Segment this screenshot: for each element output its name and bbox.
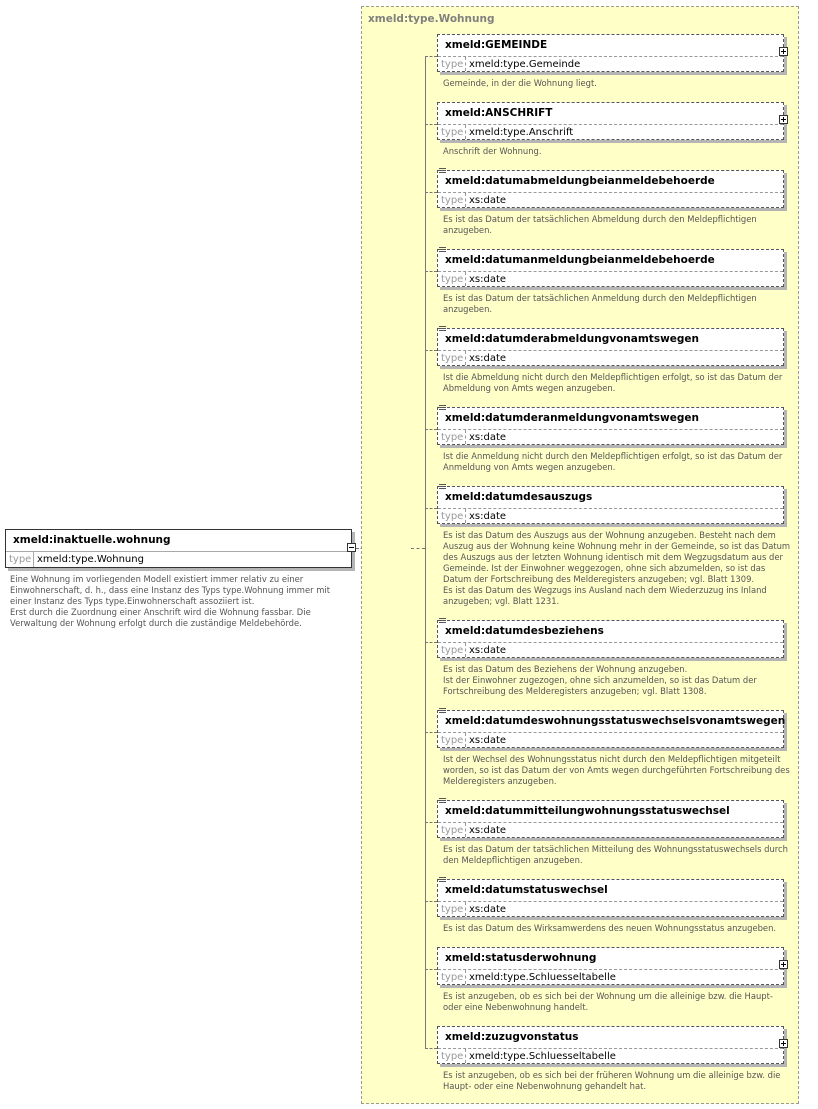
element-gemeinde-type-label: type: [441, 59, 464, 70]
element-8-type-label: type: [441, 645, 464, 656]
element-13-name: xmeld:zuzugvonstatus: [445, 1031, 579, 1043]
element-5-doc: Ist die Abmeldung nicht durch den Meldepflichtigen erfolgt, so ist das Datum der Abmeldung von Amts wegen anzugeben.: [443, 372, 783, 393]
element-gemeinde-doc: Gemeinde, in der die Wohnung liegt.: [443, 78, 597, 88]
element-4-name: xmeld:datumanmeldungbeianmeldebehoerde: [445, 254, 715, 266]
expand-icon[interactable]: [779, 115, 788, 124]
element-datumderanmeldungvonamtswegen[interactable]: [437, 407, 784, 445]
element-11-name: xmeld:datumstatuswechsel: [445, 884, 608, 896]
expand-icon[interactable]: [779, 960, 788, 969]
simple-content-icon: [439, 326, 446, 332]
element-12-doc: Es ist anzugeben, ob es sich bei der Wohnung um die alleinige bzw. die Haupt- oder eine Nebenwohnung handelt.: [443, 991, 773, 1012]
connector-datumstatuswechsel: [425, 901, 437, 902]
element-4-doc: Es ist das Datum der tatsächlichen Anmeldung durch den Meldepflichtigen anzugeben.: [443, 293, 757, 314]
connector-statusderwohnung: [425, 969, 437, 970]
element-datumdesauszugs[interactable]: [437, 486, 784, 524]
element-datumstatuswechsel[interactable]: [437, 879, 784, 917]
simple-content-icon: [439, 247, 446, 253]
element-3-type-label: type: [441, 195, 464, 206]
element-anschrift-doc: Anschrift der Wohnung.: [443, 146, 542, 156]
simple-content-icon: [439, 618, 446, 624]
connector-zuzugvonstatus: [425, 1048, 437, 1049]
element-12-type-label: type: [441, 972, 464, 983]
root-element-name: xmeld:inaktuelle.wohnung: [13, 534, 171, 546]
element-5-type-label: type: [441, 353, 464, 364]
element-4-type-label: type: [441, 274, 464, 285]
element-6-type: xs:date: [465, 430, 506, 444]
element-6-type-label: type: [441, 432, 464, 443]
simple-content-icon: [439, 484, 446, 490]
connector-datumderabmeldung: [425, 350, 437, 351]
root-element-box[interactable]: [5, 529, 352, 568]
element-11-type: xs:date: [465, 902, 506, 916]
element-5-type: xs:date: [465, 351, 506, 365]
element-9-name: xmeld:datumdeswohnungsstatuswechselsvonamtswegen: [445, 715, 786, 727]
element-gemeinde-name: xmeld:GEMEINDE: [445, 39, 548, 51]
complex-type-title: xmeld:type.Wohnung: [368, 13, 495, 25]
element-11-doc: Es ist das Datum des Wirksamwerdens des neuen Wohnungsstatus anzugeben.: [443, 923, 777, 933]
expand-icon[interactable]: [779, 1039, 788, 1048]
connector-datumderanmeldung: [425, 429, 437, 430]
connector-datumdesauszugs: [425, 508, 437, 509]
root-type-label: type: [9, 554, 32, 565]
element-anschrift-name: xmeld:ANSCHRIFT: [445, 107, 553, 119]
element-7-type: xs:date: [465, 509, 506, 523]
element-12-type: xmeld:type.Schluesseltabelle: [465, 970, 616, 984]
element-8-name: xmeld:datumdesbeziehens: [445, 625, 604, 637]
element-4-type: xs:date: [465, 272, 506, 286]
element-anschrift-type: xmeld:type.Anschrift: [465, 125, 573, 139]
simple-content-icon: [439, 877, 446, 883]
element-8-doc: Es ist das Datum des Beziehens der Wohnung anzugeben. Ist der Einwohner zugezogen, ohne sich anzumelden, so ist das Datum der Fortschreibung des Melderegisters anzugeben; vgl. Blatt 1308.: [443, 664, 757, 696]
element-9-type: xs:date: [465, 733, 506, 747]
element-datumabmeldungbeianmeldebehoerde[interactable]: [437, 170, 784, 208]
element-7-doc: Es ist das Datum des Auszugs aus der Wohnung anzugeben. Besteht nach dem Auszug aus der Wohnung keine Wohnung mehr in der Gemeinde, so ist das Datum des Auszugs aus der letzten Wohnung identisch mit dem Wegzugsdatum aus der Gemeinde. Ist der Einwohner weggezogen, ohne sich abzumelden, so ist das Datum der Fortschreibung des Melderegisters anzugeben; vgl. Blatt 1309. Es ist das Datum des Wegzugs ins Ausland nach dem Wiederzuzug ins Inland anzugeben; vgl. Blatt 1231.: [443, 530, 791, 606]
element-gemeinde[interactable]: [437, 34, 784, 72]
element-statusderwohnung[interactable]: [437, 947, 784, 985]
element-5-name: xmeld:datumderabmeldungvonamtswegen: [445, 333, 700, 345]
element-7-type-label: type: [441, 511, 464, 522]
sequence-connector: [411, 548, 425, 549]
connector-datumdesbeziehens: [425, 642, 437, 643]
element-9-type-label: type: [441, 735, 464, 746]
root-collapse-icon[interactable]: [347, 543, 356, 552]
simple-content-icon: [439, 405, 446, 411]
element-10-type-label: type: [441, 825, 464, 836]
element-13-type: xmeld:type.Schluesseltabelle: [465, 1049, 616, 1063]
simple-content-icon: [439, 798, 446, 804]
expand-icon[interactable]: [779, 47, 788, 56]
element-10-doc: Es ist das Datum der tatsächlichen Mitteilung des Wohnungsstatuswechsels durch den Meldepflichtigen anzugeben.: [443, 844, 788, 865]
element-datumanmeldungbeianmeldebehoerde[interactable]: [437, 249, 784, 287]
connector-gemeinde: [425, 56, 437, 57]
element-3-name: xmeld:datumabmeldungbeianmeldebehoerde: [445, 175, 715, 187]
connector-datumabmeldung: [425, 192, 437, 193]
element-7-name: xmeld:datumdesauszugs: [445, 491, 593, 503]
element-11-type-label: type: [441, 904, 464, 915]
element-8-type: xs:date: [465, 643, 506, 657]
connector-datummitteilung: [425, 822, 437, 823]
root-type-value: xmeld:type.Wohnung: [33, 552, 144, 567]
element-6-doc: Ist die Anmeldung nicht durch den Meldepflichtigen erfolgt, so ist das Datum der Anmeldung von Amts wegen anzugeben.: [443, 451, 783, 472]
element-anschrift[interactable]: [437, 102, 784, 140]
simple-content-icon: [439, 708, 446, 714]
element-6-name: xmeld:datumderanmeldungvonamtswegen: [445, 412, 699, 424]
element-10-type: xs:date: [465, 823, 506, 837]
element-datumdeswohnungsstatuswechselsvonamtswegen[interactable]: [437, 710, 784, 748]
element-datumdesbeziehens[interactable]: [437, 620, 784, 658]
element-datummitteilungwohnungsstatuswechsel[interactable]: [437, 800, 784, 838]
element-datumderabmeldungvonamtswegen[interactable]: [437, 328, 784, 366]
root-documentation: Eine Wohnung im vorliegenden Modell existiert immer relativ zu einer Einwohnerschaft, d. h., dass eine Instanz des Typs type.Wohnung immer mit einer Instanz des Typs type.Einwohnerschaft assoziiert ist. Erst durch die Zuordnung einer Anschrift wird die Wohnung fassbar. Die Verwaltung der Wohnung erfolgt durch die zuständige Meldebehörde.: [10, 574, 330, 628]
element-zuzugvonstatus[interactable]: [437, 1026, 784, 1064]
element-9-doc: Ist der Wechsel des Wohnungsstatus nicht durch den Meldepflichtigen mitgeteilt worden, so ist das Datum der von Amts wegen durchgeführten Fortschreibung des Melderegisters anzugeben.: [443, 754, 790, 786]
element-13-doc: Es ist anzugeben, ob es sich bei der früheren Wohnung um die alleinige bzw. die Haupt- oder eine Nebenwohnung gehandelt hat.: [443, 1070, 781, 1091]
connector-datumdeswohnungsstatus: [425, 732, 437, 733]
element-gemeinde-type: xmeld:type.Gemeinde: [465, 57, 580, 71]
connector-datumanmeldung: [425, 271, 437, 272]
simple-content-icon: [439, 168, 446, 174]
element-12-name: xmeld:statusderwohnung: [445, 952, 597, 964]
element-13-type-label: type: [441, 1051, 464, 1062]
element-10-name: xmeld:datummitteilungwohnungsstatuswechsel: [445, 805, 730, 817]
element-3-type: xs:date: [465, 193, 506, 207]
element-anschrift-type-label: type: [441, 127, 464, 138]
element-3-doc: Es ist das Datum der tatsächlichen Abmeldung durch den Meldepflichtigen anzugeben.: [443, 214, 757, 235]
connector-anschrift: [425, 124, 437, 125]
